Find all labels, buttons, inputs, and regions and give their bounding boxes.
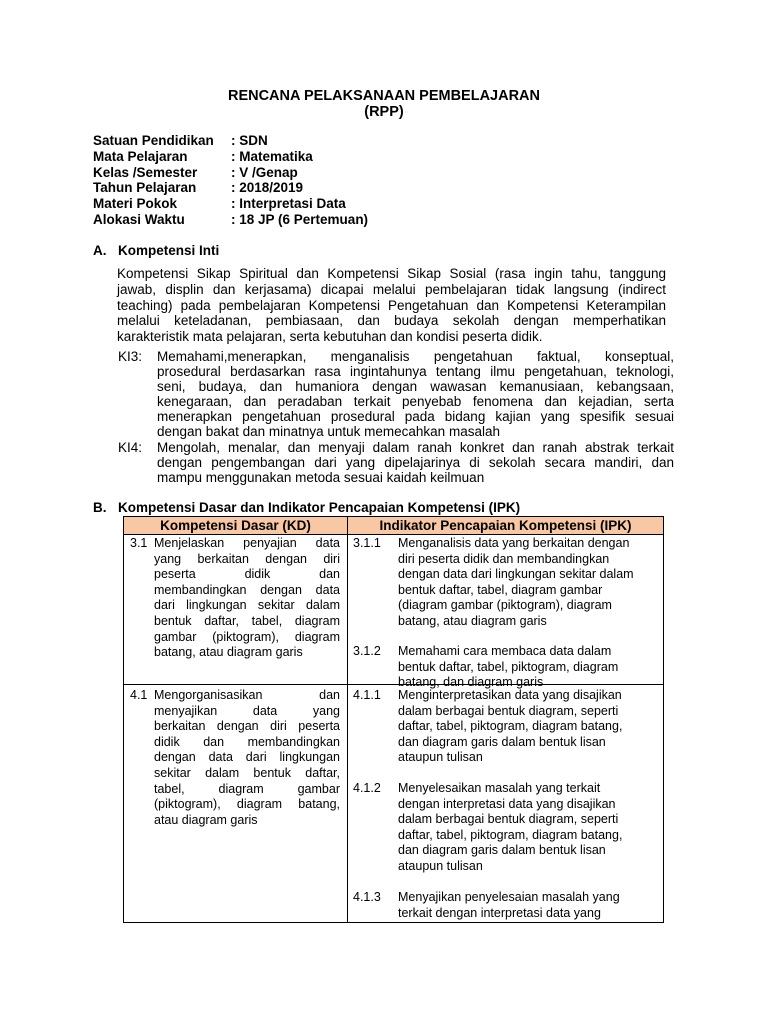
ipk-number: 3.1.1: [353, 536, 381, 550]
ki4-item: [118, 440, 674, 485]
ipk-line: batang, dan diagram garis: [398, 675, 544, 690]
identity-value: : V /Genap: [231, 164, 298, 180]
identity-row: [93, 149, 368, 165]
kd-line: didik dan membandingkan: [154, 734, 340, 749]
identity-value: : 2018/2019: [231, 180, 304, 196]
kd-line: sekitar dalam bentuk daftar,: [154, 765, 340, 780]
kd-line: menyajikan data yang: [154, 703, 340, 718]
kd-line: Menjelaskan penyajian data: [154, 536, 340, 550]
ki4-line: Mengolah, menalar, dan menyaji dalam ranah konkret dan ranah abstrak terkait: [157, 440, 674, 455]
ipk-line: dalam berbagai bentuk diagram, seperti: [398, 812, 619, 827]
identity-row: [93, 165, 368, 181]
kd-line: dengan data dari lingkungan: [154, 750, 340, 765]
ipk-line: bentuk daftar, tabel, piktogram, diagram: [398, 659, 619, 674]
ki3-line: dengan bakat dan minatnya untuk memecahkan masalah: [157, 424, 500, 440]
ipk-line: ataupun tulisan: [398, 858, 483, 873]
section-title: Kompetensi Inti: [118, 243, 220, 258]
paragraph-line: jawab, displin dan kerjasama) dicapai melalui pembelajaran tidak langsung (indirect: [117, 281, 666, 297]
ki3-line: seni, budaya, dan humaniora dengan wawasan kemanusiaan, kebangsaan,: [157, 379, 674, 395]
section-number: A.: [93, 243, 107, 258]
ipk-description: [398, 536, 643, 630]
kd-line: bentuk daftar, tabel, diagram: [154, 613, 340, 628]
identity-block: [93, 133, 368, 228]
ipk-line: daftar, tabel, piktogram, diagram batang,: [398, 719, 623, 734]
identity-label: Kelas /Semester: [93, 164, 198, 180]
column-header-ipk: Indikator Pencapaian Kompetensi (IPK): [379, 518, 632, 533]
paragraph-line: Kompetensi Sikap Spiritual dan Kompetensi Sikap Sosial (rasa ingin tahu, tanggung: [117, 266, 666, 281]
ipk-number: 4.1.1: [353, 688, 381, 702]
table-row: [124, 688, 663, 922]
ipk-line: terkait dengan interpretasi data yang: [398, 905, 601, 920]
section-number: B.: [93, 500, 107, 515]
ipk-line: dengan data dari lingkungan sekitar dalam: [398, 567, 634, 582]
identity-row: [93, 196, 368, 212]
column-header-kd: Kompetensi Dasar (KD): [160, 518, 311, 533]
kd-number: 4.1: [130, 688, 148, 702]
ipk-line: Menyelesaikan masalah yang terkait: [398, 781, 601, 795]
kd-ipk-table: [123, 516, 664, 923]
kd-line: berkaitan dengan diri peserta: [154, 719, 340, 734]
table-row: [124, 536, 663, 690]
ki3-line: Memahami,menerapkan, menganalisis pengetahuan faktual, konseptual,: [157, 349, 674, 364]
ipk-line: bentuk daftar, tabel, diagram gambar: [398, 582, 603, 597]
ki4-code: KI4:: [118, 440, 143, 455]
kd-number: 3.1: [130, 536, 148, 550]
identity-label: Tahun Pelajaran: [93, 180, 197, 196]
kd-line: (piktogram), diagram batang,: [154, 797, 340, 812]
identity-value: : 18 JP (6 Pertemuan): [231, 211, 369, 227]
ipk-description: [398, 644, 643, 691]
ipk-line: dalam berbagai bentuk diagram, seperti: [398, 703, 619, 718]
ipk-line: Memahami cara membaca data dalam: [398, 644, 612, 658]
ipk-line: ataupun tulisan: [398, 750, 483, 765]
ipk-line: dengan interpretasi data yang disajikan: [398, 796, 616, 811]
ipk-line: daftar, tabel, piktogram, diagram batang,: [398, 827, 623, 842]
kd-line: tabel, diagram gambar: [154, 781, 340, 796]
ipk-description: [398, 890, 643, 921]
ipk-line: Menginterpretasikan data yang disajikan: [398, 688, 622, 702]
document-title: RENCANA PELAKSANAAN PEMBELAJARAN: [227, 88, 541, 104]
identity-label: Mata Pelajaran: [93, 148, 188, 164]
identity-value: : Interpretasi Data: [231, 196, 346, 212]
kd-description: [154, 688, 340, 828]
kd-line: gambar (piktogram), diagram: [154, 629, 340, 644]
identity-label: Alokasi Waktu: [93, 211, 185, 227]
kd-line: dari lingkungan sekitar dalam: [154, 598, 340, 613]
kd-line: Mengorganisasikan dan: [154, 688, 340, 702]
ipk-line: Menyajikan penyelesaian masalah yang: [398, 890, 620, 904]
ipk-line: batang, atau diagram garis: [398, 613, 547, 628]
ipk-number: 4.1.3: [353, 890, 381, 904]
ipk-description: [398, 688, 643, 766]
ki3-code: KI3:: [118, 349, 143, 364]
identity-value: : SDN: [231, 133, 268, 148]
section-a-heading: [93, 243, 219, 258]
ipk-description: [398, 781, 643, 875]
ipk-line: dan diagram garis dalam bentuk lisan: [398, 843, 606, 858]
identity-label: Satuan Pendidikan: [93, 133, 214, 148]
ki3-item: [118, 349, 674, 440]
identity-row: [93, 212, 368, 228]
ki3-line: menerapkan pengetahuan prosedural pada bidang kajian yang spesifik sesuai: [157, 409, 674, 425]
ipk-line: dan diagram garis dalam bentuk lisan: [398, 734, 606, 749]
paragraph-line: teaching) pada pembelajaran Kompetensi Pengetahuan dan Kompetensi Keterampilan: [117, 297, 666, 313]
table-header-row: [124, 517, 663, 535]
kd-line: membandingkan dengan data: [154, 582, 340, 597]
kd-description: [154, 536, 340, 661]
ipk-line: Menganalisis data yang berkaitan dengan: [398, 536, 630, 550]
document-subtitle: (RPP): [364, 104, 404, 120]
kd-line: batang, atau diagram garis: [154, 645, 303, 660]
ipk-number: 3.1.2: [353, 644, 381, 658]
identity-row: [93, 133, 368, 149]
section-title: Kompetensi Dasar dan Indikator Pencapaian Kompetensi (IPK): [118, 500, 521, 515]
kd-line: yang berkaitan dengan diri: [154, 551, 340, 566]
section-b-heading: [93, 500, 520, 515]
identity-row: [93, 180, 368, 196]
ki4-line: mampu menggunakan metoda sesuai kaidah keilmuan: [157, 470, 485, 486]
ki4-line: dengan pengembangan dari yang dipelajarinya di sekolah secara mandiri, dan: [157, 455, 674, 471]
identity-value: : Matematika: [231, 148, 313, 164]
ki3-line: prosedural berdasarkan rasa ingintahunya tentang ilmu pengetahuan, teknologi,: [157, 364, 674, 380]
kd-line: peserta didik dan: [154, 567, 340, 582]
ipk-line: (diagram gambar (piktogram), diagram: [398, 598, 612, 613]
ki3-line: kenegaraan, dan peradaban terkait penyebab fenomena dan kejadian, serta: [157, 394, 674, 410]
ipk-line: diri peserta didik dan membandingkan: [398, 551, 610, 566]
identity-label: Materi Pokok: [93, 196, 178, 212]
paragraph-line: melalui keteladanan, pembiasaan, dan budaya sekolah dengan memperhatikan: [117, 313, 666, 329]
ki-intro-paragraph: [117, 266, 666, 345]
kd-line: atau diagram garis: [154, 812, 258, 827]
paragraph-line: karakteristik mata pelajaran, serta kebutuhan dan kondisi peserta didik.: [117, 329, 543, 345]
ipk-number: 4.1.2: [353, 781, 381, 795]
